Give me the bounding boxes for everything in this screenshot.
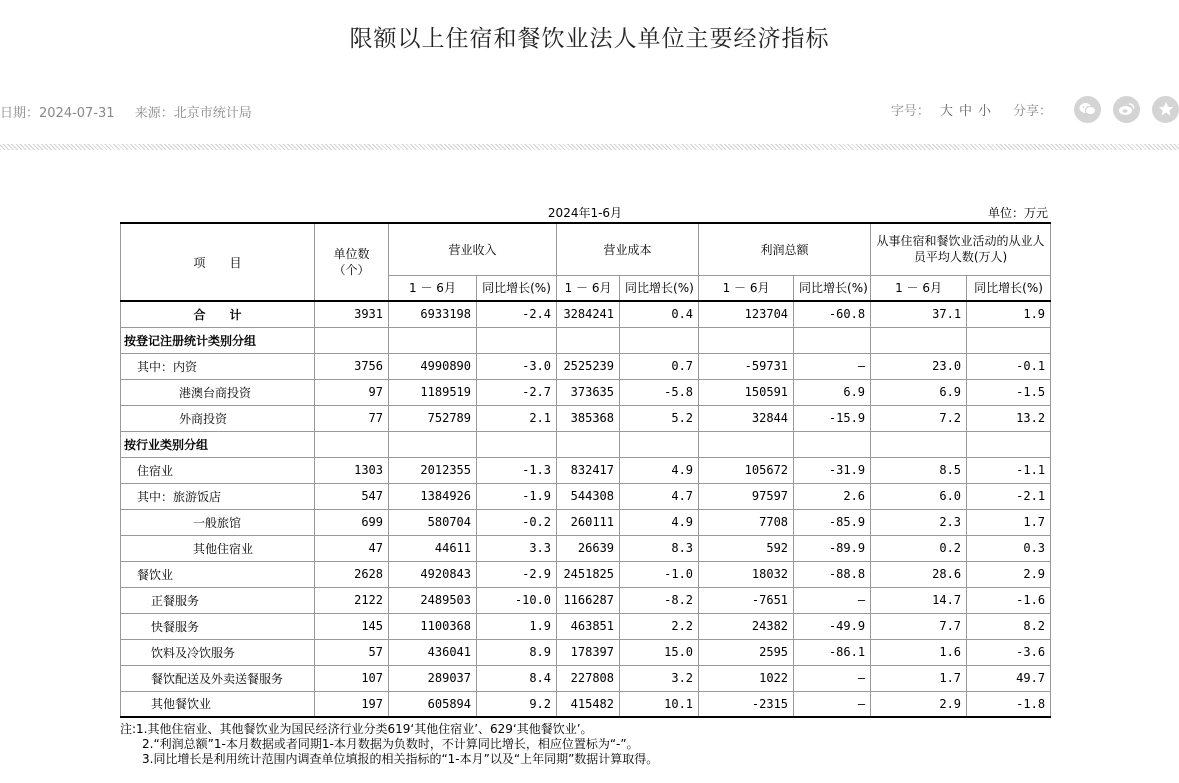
- table-cell: 592: [699, 535, 794, 561]
- table-cell: -5.8: [620, 379, 699, 405]
- table-cell: -49.9: [794, 613, 871, 639]
- subheader-growth: 同比增长(%): [477, 275, 557, 301]
- note-3: 3.同比增长是利用统计范围内调查单位填报的相关指标的“1-本月”以及“上年同期”数据计算取得。: [142, 752, 659, 766]
- table-cell: 2451825: [557, 561, 620, 587]
- table-cell: 1.9: [477, 613, 557, 639]
- table-cell: -3.6: [967, 639, 1051, 665]
- table-cell: 26639: [557, 535, 620, 561]
- table-cell: 32844: [699, 405, 794, 431]
- table-row: [121, 509, 1051, 535]
- table-cell: 23.0: [871, 353, 967, 379]
- table-row: [121, 405, 1051, 431]
- table-row: [121, 353, 1051, 379]
- table-cell: 15.0: [620, 639, 699, 665]
- table-cell: 227808: [557, 665, 620, 691]
- table-cell: 14.7: [871, 587, 967, 613]
- indicator-table: [120, 222, 1051, 718]
- article-meta: [0, 102, 268, 121]
- table-cell: 415482: [557, 691, 620, 717]
- row-label: 一般旅馆: [121, 509, 315, 535]
- header-revenue: 营业收入: [389, 223, 557, 275]
- note-2: 2.“利润总额”1-本月数据或者同期1-本月数据为负数时，不计算同比增长，相应位置标为“-”。: [142, 737, 639, 751]
- table-cell: -2.9: [477, 561, 557, 587]
- row-label: 按行业类别分组: [121, 431, 315, 457]
- article-tools: [891, 94, 1179, 124]
- subheader-growth: 同比增长(%): [620, 275, 699, 301]
- table-row: [121, 587, 1051, 613]
- table-cell: [699, 431, 794, 457]
- table-cell: 0.4: [620, 301, 699, 327]
- table-cell: [315, 327, 389, 353]
- table-cell: 2525239: [557, 353, 620, 379]
- table-cell: 373635: [557, 379, 620, 405]
- table-cell: 4920843: [389, 561, 477, 587]
- table-cell: -0.2: [477, 509, 557, 535]
- row-label: 快餐服务: [121, 613, 315, 639]
- table-cell: [699, 327, 794, 353]
- table-cell: [557, 431, 620, 457]
- table-cell: -1.3: [477, 457, 557, 483]
- row-label: 其他住宿业: [121, 535, 315, 561]
- table-cell: —: [794, 587, 871, 613]
- table-cell: -1.5: [967, 379, 1051, 405]
- font-small-button[interactable]: 小: [977, 103, 991, 119]
- subheader-period: 1 － 6月: [699, 275, 794, 301]
- table-cell: 289037: [389, 665, 477, 691]
- subheader-period: 1 － 6月: [557, 275, 620, 301]
- table-cell: 49.7: [967, 665, 1051, 691]
- table-cell: 0.7: [620, 353, 699, 379]
- table-cell: 105672: [699, 457, 794, 483]
- table-cell: 1.6: [871, 639, 967, 665]
- table-cell: 1.9: [967, 301, 1051, 327]
- table-cell: 8.3: [620, 535, 699, 561]
- table-cell: 463851: [557, 613, 620, 639]
- table-cell: —: [794, 691, 871, 717]
- table-cell: -2.1: [967, 483, 1051, 509]
- table-cell: 385368: [557, 405, 620, 431]
- table-cell: —: [794, 353, 871, 379]
- table-cell: 77: [315, 405, 389, 431]
- table-cell: 752789: [389, 405, 477, 431]
- table-cell: 7.2: [871, 405, 967, 431]
- table-cell: [620, 431, 699, 457]
- table-cell: 8.4: [477, 665, 557, 691]
- table-cell: -2.4: [477, 301, 557, 327]
- row-label: 饮料及冷饮服务: [121, 639, 315, 665]
- table-row: [121, 691, 1051, 717]
- table-cell: 6.9: [871, 379, 967, 405]
- table-cell: 7.7: [871, 613, 967, 639]
- row-label: 餐饮配送及外卖送餐服务: [121, 665, 315, 691]
- table-cell: 10.1: [620, 691, 699, 717]
- table-cell: -15.9: [794, 405, 871, 431]
- font-medium-button[interactable]: 中: [958, 103, 972, 119]
- font-large-button[interactable]: 大: [939, 103, 953, 119]
- table-row: [121, 613, 1051, 639]
- table-cell: [477, 431, 557, 457]
- table-row: [121, 379, 1051, 405]
- table-cell: 47: [315, 535, 389, 561]
- subheader-period: 1 － 6月: [389, 275, 477, 301]
- table-row: [121, 665, 1051, 691]
- table-cell: 8.9: [477, 639, 557, 665]
- table-cell: 28.6: [871, 561, 967, 587]
- table-caption: [120, 204, 1050, 220]
- header-employees: 从事住宿和餐饮业活动的从业人员平均人数(万人): [871, 223, 1051, 275]
- table-cell: 9.2: [477, 691, 557, 717]
- table-cell: -88.8: [794, 561, 871, 587]
- table-cell: 544308: [557, 483, 620, 509]
- table-row: [121, 327, 1051, 353]
- table-cell: 3.2: [620, 665, 699, 691]
- table-cell: 8.5: [871, 457, 967, 483]
- row-label: 餐饮业: [121, 561, 315, 587]
- table-cell: 2595: [699, 639, 794, 665]
- table-cell: 1166287: [557, 587, 620, 613]
- table-cell: [871, 327, 967, 353]
- divider: [0, 144, 1179, 150]
- table-cell: 5.2: [620, 405, 699, 431]
- table-cell: 7708: [699, 509, 794, 535]
- table-cell: -10.0: [477, 587, 557, 613]
- table-cell: 1189519: [389, 379, 477, 405]
- table-cell: 605894: [389, 691, 477, 717]
- star-icon[interactable]: [1152, 96, 1179, 123]
- row-label: 按登记注册统计类别分组: [121, 327, 315, 353]
- table-cell: 1022: [699, 665, 794, 691]
- table-cell: -60.8: [794, 301, 871, 327]
- table-cell: 1384926: [389, 483, 477, 509]
- table-cell: 0.2: [871, 535, 967, 561]
- table-cell: 1.7: [967, 509, 1051, 535]
- table-cell: 2.3: [871, 509, 967, 535]
- table-cell: [389, 327, 477, 353]
- table-cell: -1.1: [967, 457, 1051, 483]
- table-cell: -0.1: [967, 353, 1051, 379]
- table-cell: -1.6: [967, 587, 1051, 613]
- table-cell: 150591: [699, 379, 794, 405]
- table-cell: 107: [315, 665, 389, 691]
- table-row: [121, 457, 1051, 483]
- table-cell: 13.2: [967, 405, 1051, 431]
- table-row: [121, 431, 1051, 457]
- table-cell: [315, 431, 389, 457]
- row-label: 住宿业: [121, 457, 315, 483]
- table-cell: 3.3: [477, 535, 557, 561]
- table-cell: -59731: [699, 353, 794, 379]
- subheader-period: 1 － 6月: [871, 275, 967, 301]
- font-size-label: 字号：: [890, 103, 930, 119]
- table-cell: 832417: [557, 457, 620, 483]
- subheader-growth: 同比增长(%): [967, 275, 1051, 301]
- table-cell: —: [794, 665, 871, 691]
- table-cell: 699: [315, 509, 389, 535]
- table-cell: 37.1: [871, 301, 967, 327]
- table-cell: 2.2: [620, 613, 699, 639]
- table-cell: 2489503: [389, 587, 477, 613]
- table-cell: 2012355: [389, 457, 477, 483]
- table-cell: 1303: [315, 457, 389, 483]
- table-cell: 2.9: [871, 691, 967, 717]
- table-cell: 57: [315, 639, 389, 665]
- table-cell: -85.9: [794, 509, 871, 535]
- table-cell: -2315: [699, 691, 794, 717]
- wechat-icon[interactable]: [1074, 96, 1101, 123]
- header-item: 项 目: [121, 223, 315, 301]
- table-row: [121, 639, 1051, 665]
- table-cell: 2122: [315, 587, 389, 613]
- header-profit: 利润总额: [699, 223, 871, 275]
- row-label: 其中：旅游饭店: [121, 483, 315, 509]
- period-label: 2024年1-6月: [547, 206, 623, 220]
- weibo-icon[interactable]: [1113, 96, 1140, 123]
- table-notes: [120, 722, 658, 767]
- table-cell: 6.0: [871, 483, 967, 509]
- table-cell: -2.7: [477, 379, 557, 405]
- table-row: [121, 535, 1051, 561]
- row-label: 其中：内资: [121, 353, 315, 379]
- table-cell: [871, 431, 967, 457]
- table-cell: 2.9: [967, 561, 1051, 587]
- subheader-growth: 同比增长(%): [794, 275, 871, 301]
- note-1: 注:1.其他住宿业、其他餐饮业为国民经济行业分类619‘其他住宿业’、629‘其他餐饮业’。: [120, 722, 593, 736]
- page-title: 限额以上住宿和餐饮业法人单位主要经济指标: [349, 26, 830, 52]
- row-label: 正餐服务: [121, 587, 315, 613]
- table-cell: 4.7: [620, 483, 699, 509]
- table-cell: [794, 327, 871, 353]
- table-cell: 6.9: [794, 379, 871, 405]
- table-cell: 2628: [315, 561, 389, 587]
- table-cell: 18032: [699, 561, 794, 587]
- table-cell: 4.9: [620, 457, 699, 483]
- table-cell: [389, 431, 477, 457]
- row-label: 合 计: [121, 301, 315, 327]
- table-cell: 145: [315, 613, 389, 639]
- table-cell: 3756: [315, 353, 389, 379]
- table-cell: -8.2: [620, 587, 699, 613]
- table-cell: 2.1: [477, 405, 557, 431]
- table-cell: -31.9: [794, 457, 871, 483]
- table-cell: -3.0: [477, 353, 557, 379]
- table-cell: -7651: [699, 587, 794, 613]
- table-cell: 178397: [557, 639, 620, 665]
- table-cell: 8.2: [967, 613, 1051, 639]
- unit-label: 单位：万元: [987, 206, 1048, 220]
- table-cell: 2.6: [794, 483, 871, 509]
- table-cell: [794, 431, 871, 457]
- row-label: 其他餐饮业: [121, 691, 315, 717]
- share-label: 分享：: [1012, 103, 1052, 119]
- row-label: 外商投资: [121, 405, 315, 431]
- table-cell: 436041: [389, 639, 477, 665]
- table-cell: 1100368: [389, 613, 477, 639]
- table-cell: -86.1: [794, 639, 871, 665]
- source: 来源：北京市统计局: [134, 106, 252, 121]
- table-cell: 6933198: [389, 301, 477, 327]
- table-cell: [967, 327, 1051, 353]
- table-cell: -1.0: [620, 561, 699, 587]
- table-cell: 4990890: [389, 353, 477, 379]
- table-cell: [557, 327, 620, 353]
- table-row: [121, 301, 1051, 327]
- table-cell: -89.9: [794, 535, 871, 561]
- header-cost: 营业成本: [557, 223, 699, 275]
- table-cell: -1.8: [967, 691, 1051, 717]
- table-cell: 197: [315, 691, 389, 717]
- table-cell: [967, 431, 1051, 457]
- table-row: [121, 483, 1051, 509]
- table-cell: [477, 327, 557, 353]
- row-label: 港澳台商投资: [121, 379, 315, 405]
- table-cell: 547: [315, 483, 389, 509]
- table-cell: 24382: [699, 613, 794, 639]
- table-cell: 97597: [699, 483, 794, 509]
- table-cell: 4.9: [620, 509, 699, 535]
- table-cell: -1.9: [477, 483, 557, 509]
- header-units: 单位数（个）: [315, 223, 389, 301]
- table-cell: 580704: [389, 509, 477, 535]
- table-cell: 3284241: [557, 301, 620, 327]
- table-cell: 1.7: [871, 665, 967, 691]
- table-cell: [620, 327, 699, 353]
- table-cell: 260111: [557, 509, 620, 535]
- table-cell: 3931: [315, 301, 389, 327]
- table-cell: 0.3: [967, 535, 1051, 561]
- table-cell: 123704: [699, 301, 794, 327]
- table-row: [121, 561, 1051, 587]
- table-cell: 44611: [389, 535, 477, 561]
- publish-date: 日期：2024-07-31: [0, 106, 115, 121]
- table-cell: 97: [315, 379, 389, 405]
